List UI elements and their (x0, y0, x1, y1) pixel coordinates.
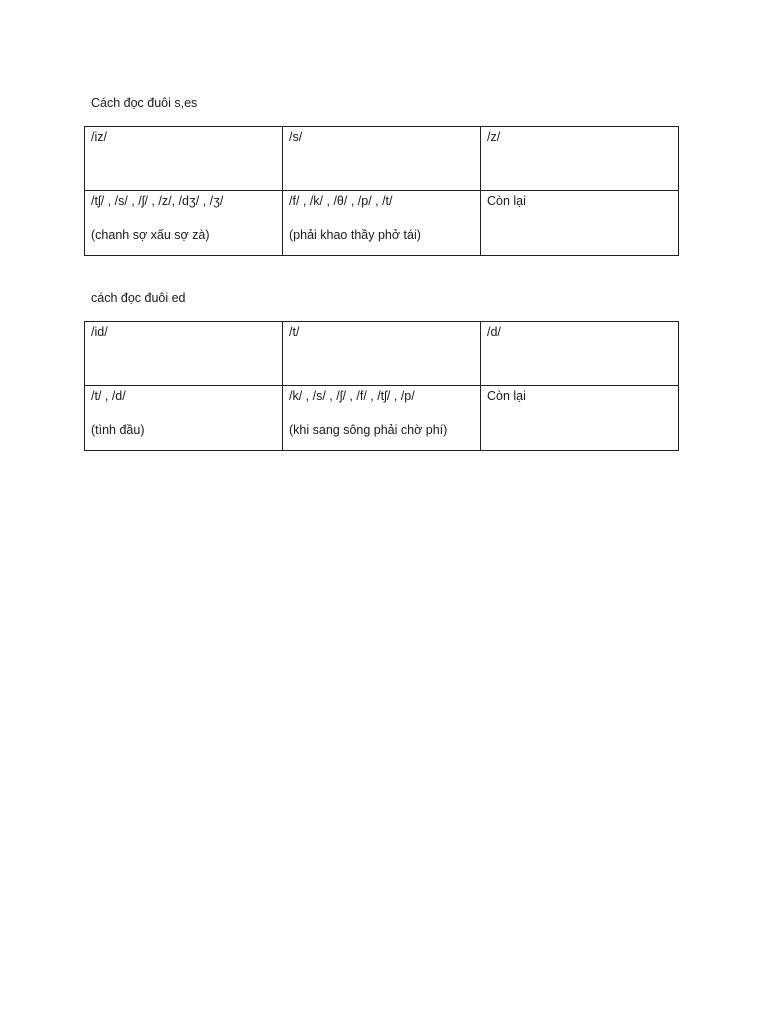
ending-sounds: /tʃ/ , /s/ , /ʃ/ , /z/, /dʒ/ , /ʒ/ (91, 194, 224, 208)
ed-pronunciation-table (84, 321, 679, 451)
table-cell (85, 386, 283, 451)
table-cell (283, 322, 481, 386)
sound-header-s: /s/ (289, 130, 303, 144)
table-cell (85, 322, 283, 386)
table-row (85, 386, 679, 451)
table-header-row (85, 127, 679, 191)
table-cell (481, 386, 679, 451)
table-header-row (85, 322, 679, 386)
table-cell (283, 386, 481, 451)
ending-sounds: /k/ , /s/ , /ʃ/ , /f/ , /tʃ/ , /p/ (289, 389, 415, 403)
ending-sounds: Còn lại (487, 389, 526, 403)
table-cell (85, 191, 283, 256)
table-cell (283, 191, 481, 256)
section-heading-s-es: Cách đọc đuôi s,es (91, 96, 198, 110)
table-cell (481, 322, 679, 386)
sound-header-id: /id/ (91, 325, 108, 339)
table-cell (481, 191, 679, 256)
mnemonic-text: (phải khao thầy phở tái) (289, 228, 421, 242)
ending-sounds: Còn lại (487, 194, 526, 208)
mnemonic-text: (khi sang sông phải chờ phí) (289, 423, 448, 437)
section-heading-ed: cách đọc đuôi ed (91, 291, 186, 305)
s-es-pronunciation-table (84, 126, 679, 256)
ending-sounds: /t/ , /d/ (91, 389, 126, 403)
sound-header-t: /t/ (289, 325, 300, 339)
table-cell (283, 127, 481, 191)
mnemonic-text: (tình đầu) (91, 423, 145, 437)
table-cell (481, 127, 679, 191)
sound-header-d: /d/ (487, 325, 501, 339)
sound-header-z: /z/ (487, 130, 501, 144)
mnemonic-text: (chanh sợ xấu sợ zà) (91, 228, 210, 242)
table-cell (85, 127, 283, 191)
ending-sounds: /f/ , /k/ , /θ/ , /p/ , /t/ (289, 194, 393, 208)
table-row (85, 191, 679, 256)
sound-header-iz: /iz/ (91, 130, 107, 144)
